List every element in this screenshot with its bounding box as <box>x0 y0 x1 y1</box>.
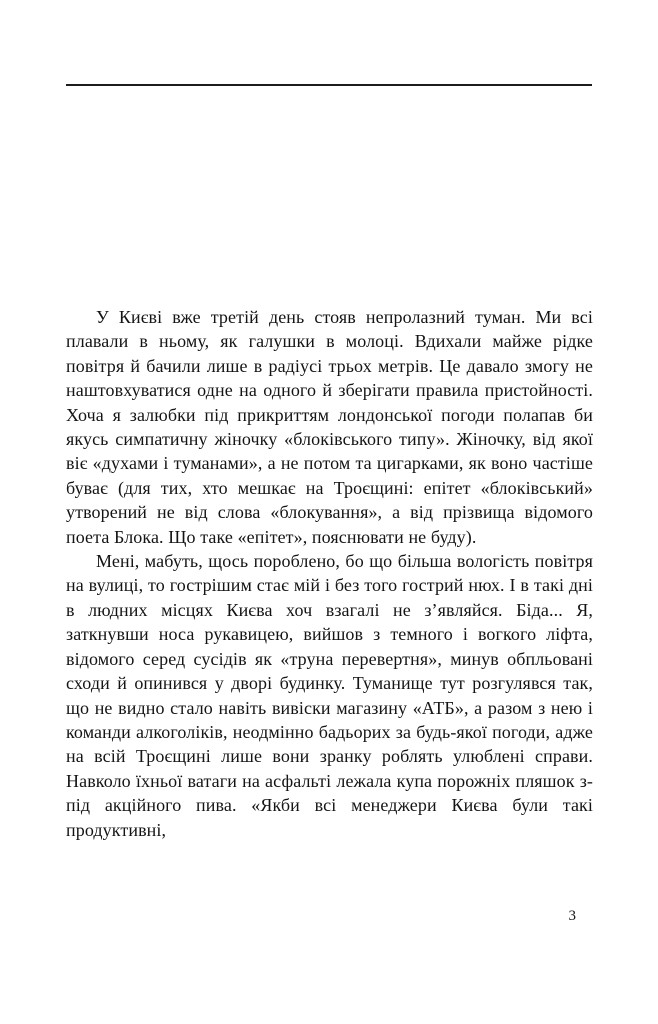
body-text <box>66 305 593 842</box>
paragraph-1: У Києві вже третій день стояв непролазний туман. Ми всі плавали в ньому, як галушки в молоці. Вдихали майже рідке повітря й бачили лише в радіусі трьох метрів. Це давало змогу не наштовхуватися одне на одного й зберігати правила пристойності. Хоча я залюбки під прикриттям лондонської погоди полапав би якусь симпатичну жіночку «блоківського типу». Жіночку, від якої віє «духами і туманами», а не потом та цигарками, як воно частіше буває (для тих, хто мешкає на Троєщині: епітет «блоківський» утворений не від слова «блокування», а від прізвища відомого поета Блока. Що таке «епітет», пояснювати не буду). <box>66 307 593 547</box>
paragraph-2: Мені, мабуть, щось пороблено, бо що більша вологість повітря на вулиці, то гострішим стає мій і без того гострий нюх. І в такі дні в людних місцях Києва хоч взагалі не з’являйся. Біда... Я, заткнувши носа рукавицею, вийшов з темного і вогкого ліфта, відомого серед сусідів як «труна перевертня», минув обпльовані сходи й опинився у дворі будинку. Туманище тут розгулявся так, що не видно стало навіть вивіски магазину «АТБ», а разом з нею і команди алкоголіків, неодмінно бадьорих за будь-якої погоди, адже на всій Троєщині лише вони зранку роблять улюблені справи. Навколо їхньої ватаги на асфальті лежала купа порожніх пляшок з-під акційного пива. «Якби всі менеджери Києва були такі продуктивні, <box>66 551 593 840</box>
page-number: 3 <box>568 908 576 924</box>
header-divider-rule <box>66 84 592 86</box>
